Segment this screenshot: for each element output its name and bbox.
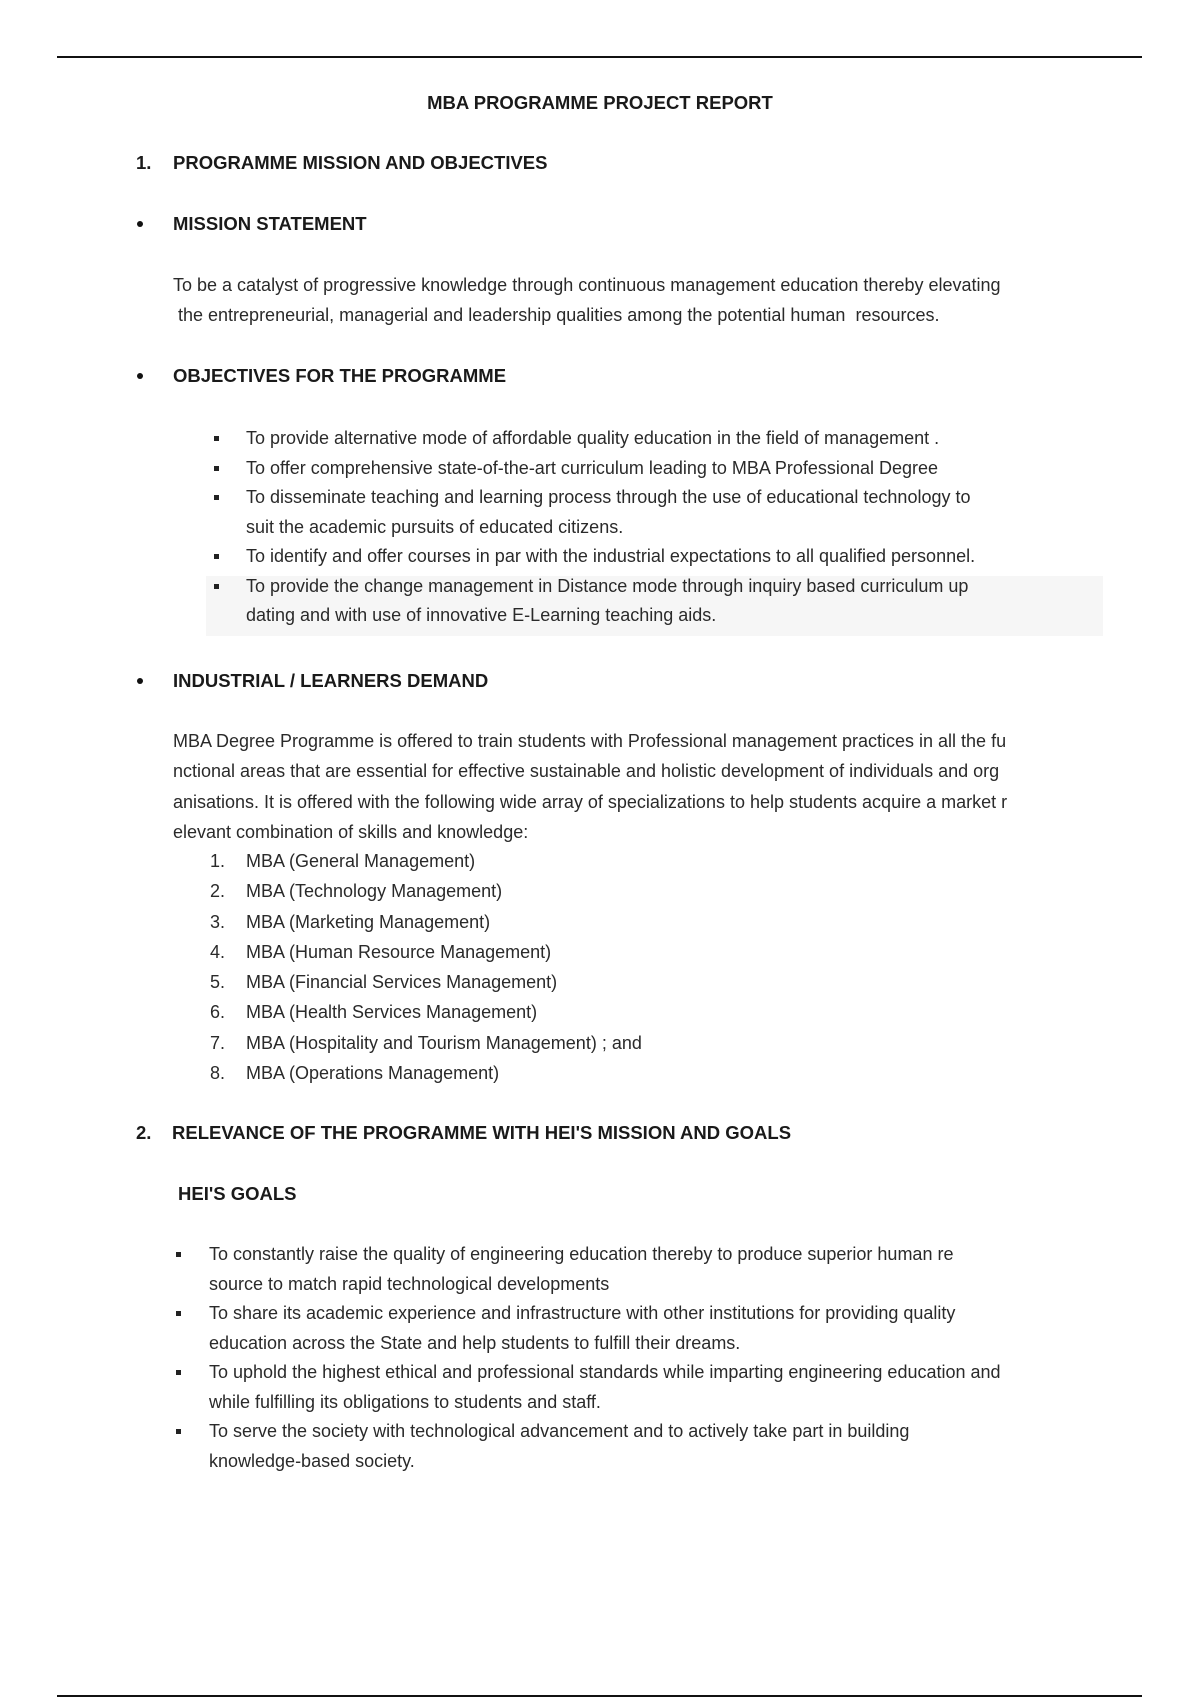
specialization-label: MBA (Financial Services Management) <box>246 972 558 993</box>
list-item <box>210 424 1105 454</box>
mission-paragraph <box>173 270 1103 330</box>
specializations-list <box>210 846 642 1088</box>
list-item <box>210 1028 642 1058</box>
list-item <box>210 907 642 937</box>
objective-line: To provide alternative mode of affordable quality education in the field of management . <box>246 428 940 448</box>
objective-line: To offer comprehensive state-of-the-art curriculum leading to MBA Professional Degree <box>246 457 938 478</box>
demand-heading: INDUSTRIAL / LEARNERS DEMAND <box>173 670 489 691</box>
goal-line: education across the State and help students to fulfill their dreams. <box>209 1332 741 1353</box>
bullet-objectives <box>137 373 143 379</box>
list-item <box>210 454 1105 484</box>
list-item <box>210 542 1105 572</box>
objective-line: To provide the change management in Distance mode through inquiry based curriculum up <box>246 575 969 596</box>
goal-line: knowledge-based society. <box>209 1450 415 1471</box>
goals-heading: HEI'S GOALS <box>178 1183 297 1204</box>
list-item <box>210 1058 642 1088</box>
square-bullet-icon <box>214 584 219 589</box>
list-number: 7. <box>210 1032 226 1053</box>
objectives-list <box>210 424 1105 631</box>
bullet-demand <box>137 678 143 684</box>
square-bullet-icon <box>176 1370 181 1375</box>
demand-paragraph <box>173 726 1103 847</box>
square-bullet-icon <box>214 495 219 500</box>
square-bullet-icon <box>214 436 219 441</box>
list-item <box>210 846 642 876</box>
list-item <box>173 1240 1093 1299</box>
list-item <box>210 572 1105 631</box>
bottom-rule <box>57 1695 1142 1697</box>
specialization-label: MBA (Operations Management) <box>246 1063 500 1084</box>
specialization-label: MBA (General Management) <box>246 851 476 871</box>
goal-line: To serve the society with technological advancement and to actively take part in building <box>209 1421 910 1441</box>
square-bullet-icon <box>214 466 219 471</box>
section-1-number: 1. <box>136 152 152 173</box>
list-item <box>210 967 642 997</box>
list-number: 3. <box>210 911 226 932</box>
list-number: 1. <box>210 851 226 871</box>
demand-line: nctional areas that are essential for effective sustainable and holistic development of individuals and org <box>173 761 1000 782</box>
list-number: 4. <box>210 941 226 962</box>
mission-line: the entrepreneurial, managerial and leadership qualities among the potential human resources. <box>173 305 940 325</box>
specialization-label: MBA (Marketing Management) <box>246 911 491 932</box>
list-item <box>173 1358 1093 1417</box>
list-number: 8. <box>210 1063 226 1084</box>
objectives-heading: OBJECTIVES FOR THE PROGRAMME <box>173 365 507 386</box>
list-item <box>210 937 642 967</box>
mission-line: To be a catalyst of progressive knowledge through continuous management education thereby elevating <box>173 275 1001 295</box>
list-number: 2. <box>210 881 226 902</box>
specialization-label: MBA (Health Services Management) <box>246 1002 538 1023</box>
section-1-heading: PROGRAMME MISSION AND OBJECTIVES <box>173 152 548 173</box>
square-bullet-icon <box>176 1429 181 1434</box>
objective-line: dating and with use of innovative E-Learning teaching aids. <box>246 605 717 625</box>
goal-line: To share its academic experience and infrastructure with other institutions for providing quality <box>209 1303 956 1323</box>
square-bullet-icon <box>176 1252 181 1257</box>
section-2-number: 2. <box>136 1122 152 1143</box>
goals-list <box>173 1240 1093 1476</box>
goal-line: while fulfilling its obligations to students and staff. <box>209 1391 601 1412</box>
goal-line: To uphold the highest ethical and professional standards while imparting engineering education and <box>209 1362 1001 1382</box>
list-item <box>210 483 1105 542</box>
demand-line: MBA Degree Programme is offered to train students with Professional management practices in all the fu <box>173 731 1007 751</box>
specialization-label: MBA (Human Resource Management) <box>246 941 552 962</box>
objective-line: suit the academic pursuits of educated citizens. <box>246 516 624 537</box>
demand-line: elevant combination of skills and knowledge: <box>173 821 529 842</box>
bullet-mission <box>137 221 143 227</box>
list-item <box>173 1299 1093 1358</box>
list-item <box>210 997 642 1027</box>
square-bullet-icon <box>176 1311 181 1316</box>
specialization-label: MBA (Technology Management) <box>246 881 503 902</box>
document-title: MBA PROGRAMME PROJECT REPORT <box>427 92 773 113</box>
demand-line: anisations. It is offered with the following wide array of specializations to help students acquire a market r <box>173 791 1008 812</box>
goal-line: source to match rapid technological developments <box>209 1273 610 1294</box>
section-2-heading: RELEVANCE OF THE PROGRAMME WITH HEI'S MISSION AND GOALS <box>172 1122 792 1143</box>
objective-line: To disseminate teaching and learning process through the use of educational technology to <box>246 487 971 507</box>
goal-line: To constantly raise the quality of engineering education thereby to produce superior human re <box>209 1244 954 1264</box>
specialization-label: MBA (Hospitality and Tourism Management) ; and <box>246 1032 642 1053</box>
square-bullet-icon <box>214 554 219 559</box>
list-number: 6. <box>210 1002 226 1023</box>
objective-line: To identify and offer courses in par with the industrial expectations to all qualified personnel. <box>246 546 976 566</box>
top-rule <box>57 56 1142 58</box>
list-item <box>210 876 642 906</box>
list-number: 5. <box>210 972 226 993</box>
list-item <box>173 1417 1093 1476</box>
mission-heading: MISSION STATEMENT <box>173 213 367 234</box>
